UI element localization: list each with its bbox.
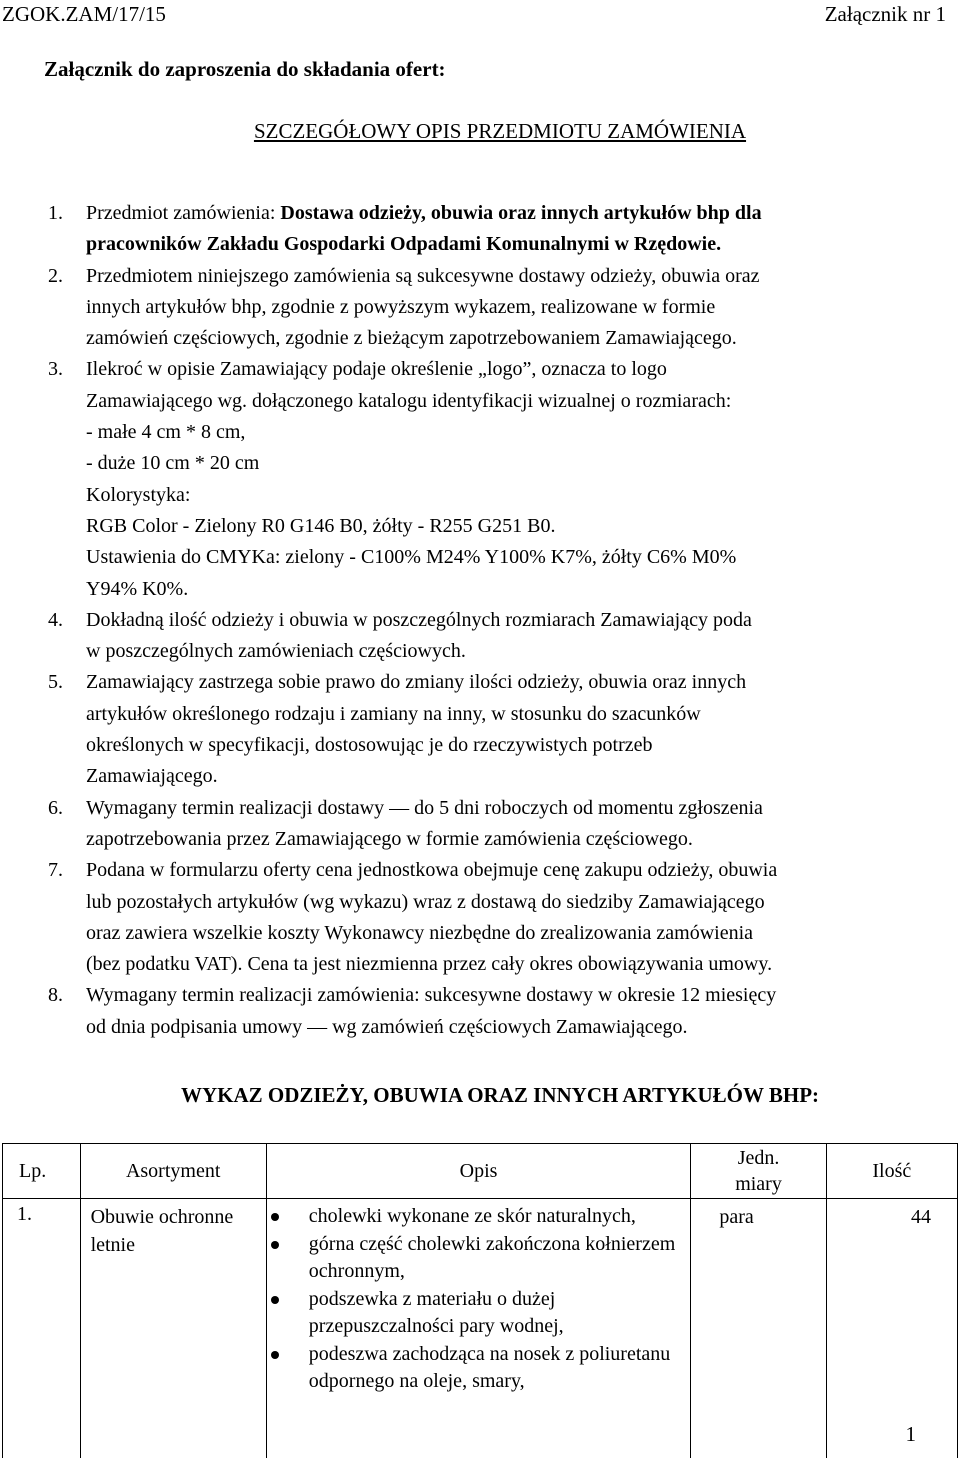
bullet-icon (271, 1351, 279, 1359)
bullet-icon (271, 1296, 279, 1304)
cell-opis (266, 1199, 691, 1458)
cell-unit: para (691, 1199, 826, 1458)
items-list-title: WYKAZ ODZIEŻY, OBUWIA ORAZ INNYCH ARTYKUŁÓW BHP: (0, 1083, 960, 1108)
requirements-list (86, 198, 914, 1043)
list-item: 5. Zamawiający zastrzega sobie prawo do zmiany ilości odzieży, obuwia oraz innych artykułów określonego rodzaju i zamiany na inny, w stosunku do szacunków określonych w specyfikacji, dostosowując je do rzeczywistych potrzeb Zamawiającego. (86, 667, 914, 792)
description-list (267, 1203, 691, 1396)
item-number: 6. (48, 793, 63, 824)
page-number: 1 (906, 1422, 917, 1447)
page-title: SZCZEGÓŁOWY OPIS PRZEDMIOTU ZAMÓWIENIA (0, 119, 960, 144)
list-item: górna część cholewki zakończona kołnierzem ochronnym, (267, 1231, 691, 1286)
item-number: 7. (48, 855, 63, 886)
list-item: podeszwa zachodząca na nosek z poliuretanu odpornego na oleje, smary, (267, 1341, 691, 1396)
list-item: podszewka z materiału o dużej przepuszczalności pary wodnej, (267, 1286, 691, 1341)
list-item: 6. Wymagany termin realizacji dostawy — do 5 dni roboczych od momentu zgłoszenia zapotrzebowania przez Zamawiającego w formie zamówienia częściowego. (86, 793, 914, 856)
list-item: 4. Dokładną ilość odzieży i obuwia w poszczególnych rozmiarach Zamawiający poda w poszczególnych zamówieniach częściowych. (86, 605, 914, 668)
header-unit: Jedn. miary (691, 1144, 826, 1199)
item-number: 4. (48, 605, 63, 636)
list-item: 2. Przedmiotem niniejszego zamówienia są sukcesywne dostawy odzieży, obuwia oraz innych artykułów bhp, zgodnie z powyższym wykazem, realizowane w formie zamówień częściowych, zgodnie z bieżącym zapotrzebowaniem Zamawiającego. (86, 261, 914, 355)
intro-heading: Załącznik do zaproszenia do składania ofert: (44, 57, 446, 82)
header-opis: Opis (266, 1144, 691, 1199)
item-number: 1. (48, 198, 63, 229)
header-quantity: Ilość (826, 1144, 957, 1199)
list-item: 3. Ilekroć w opisie Zamawiający podaje określenie „logo”, oznacza to logo Zamawiającego wg. dołączonego katalogu identyfikacji wizualnej o rozmiarach: - małe 4 cm * 8 cm, - duże 10 cm * 20 cm Kolorystyka: RGB Color - Zielony R0 G146 B0, żółty - R255 G251 B0. Ustawienia do CMYKa: zielony - C100% M24% Y100% K7%, żółty C6% M0% Y94% K0%. (86, 354, 914, 604)
list-item: 7. Podana w formularzu oferty cena jednostkowa obejmuje cenę zakupu odzieży, obuwia lub pozostałych artykułów (wg wykazu) wraz z dostawą do siedziby Zamawiającego oraz zawiera wszelkie koszty Wykonawcy niezbędne do zrealizowania zamówienia (bez podatku VAT). Cena ta jest niezmienna przez cały okres obowiązywania umowy. (86, 855, 914, 980)
items-table (2, 1143, 958, 1458)
list-item: 8. Wymagany termin realizacji zamówienia: sukcesywne dostawy w okresie 12 miesięcy od dnia podpisania umowy — wg zamówień częściowych Zamawiającego. (86, 980, 914, 1043)
cell-quantity: 44 (826, 1199, 957, 1458)
table-header-row (3, 1144, 958, 1199)
list-item: 1. Przedmiot zamówienia: Dostawa odzieży, obuwia oraz innych artykułów bhp dla pracowników Zakładu Gospodarki Odpadami Komunalnymi w Rzędowie. (86, 198, 914, 261)
attachment-label: Załącznik nr 1 (825, 2, 946, 27)
document-reference: ZGOK.ZAM/17/15 (2, 2, 166, 27)
list-item: cholewki wykonane ze skór naturalnych, (267, 1203, 691, 1231)
table-row (3, 1199, 958, 1458)
header-asortyment: Asortyment (80, 1144, 266, 1199)
item-number: 8. (48, 980, 63, 1011)
bullet-icon (271, 1213, 279, 1221)
bullet-icon (271, 1241, 279, 1249)
item-number: 5. (48, 667, 63, 698)
item-number: 2. (48, 261, 63, 292)
header-lp: Lp. (3, 1144, 81, 1199)
cell-lp: 1. (3, 1199, 81, 1458)
cell-asortyment: Obuwie ochronne letnie (80, 1199, 266, 1458)
item-number: 3. (48, 354, 63, 385)
